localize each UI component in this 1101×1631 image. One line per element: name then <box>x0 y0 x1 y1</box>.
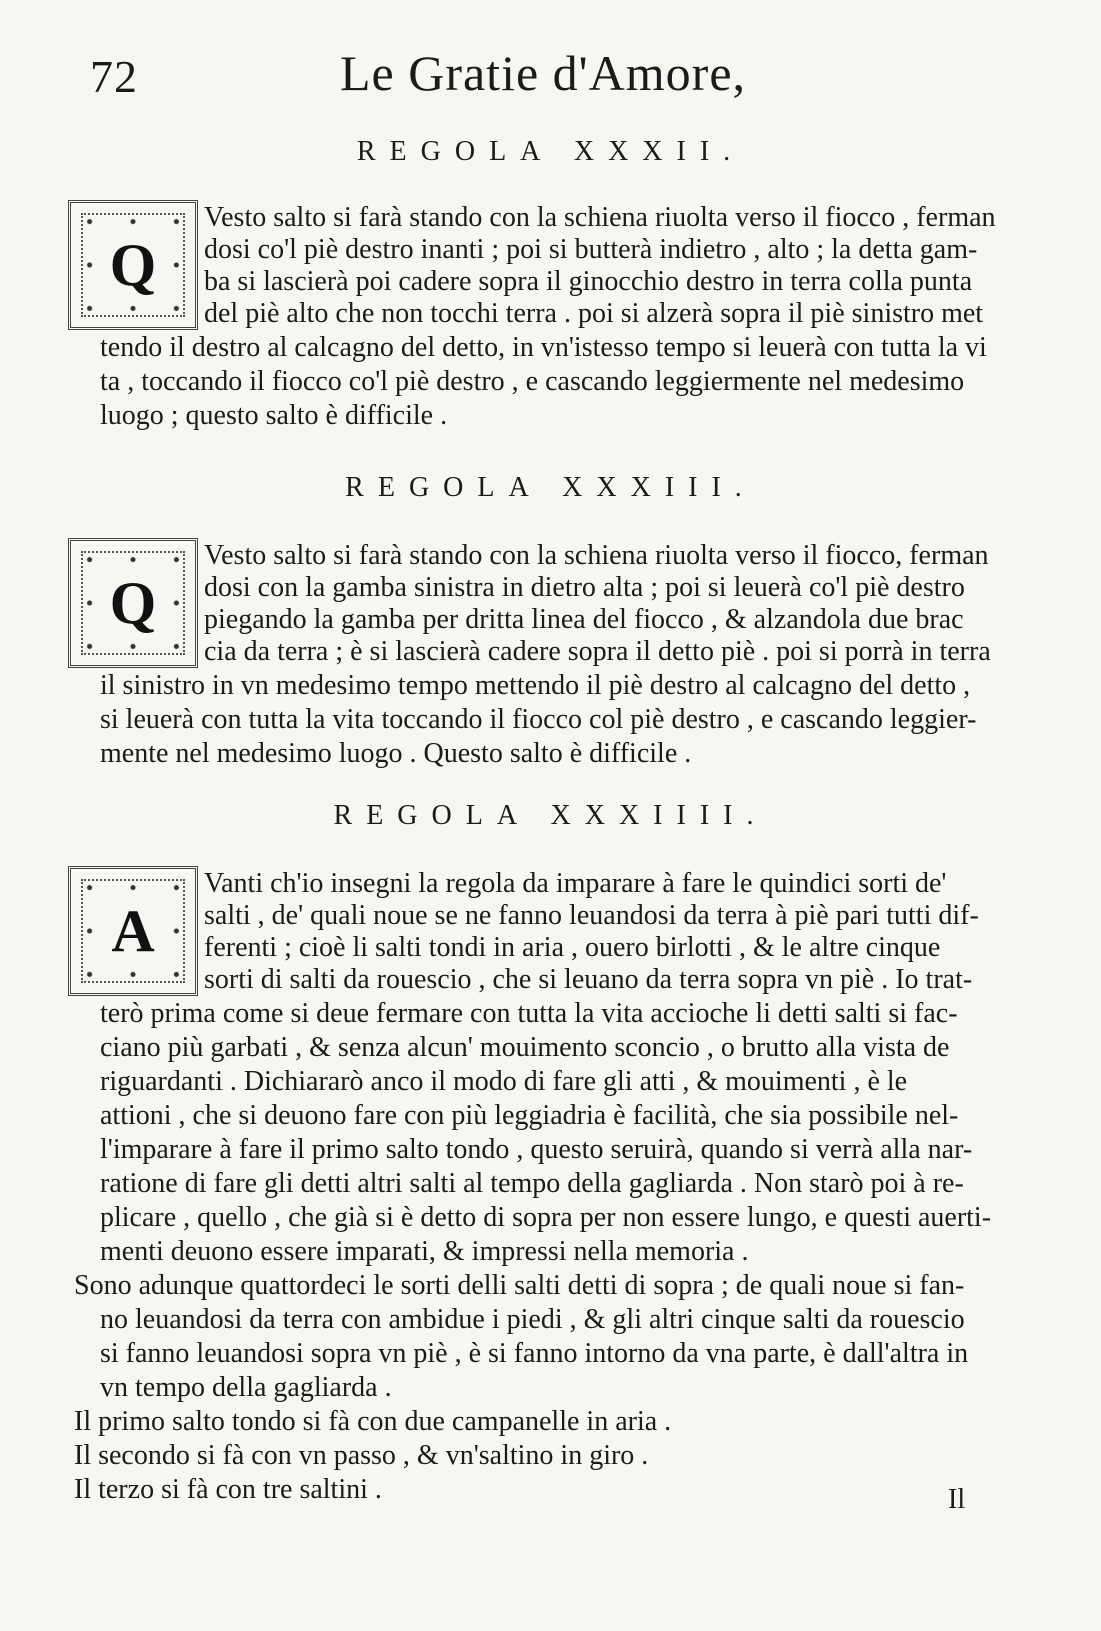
decorated-initial <box>68 866 198 996</box>
rule-heading: REGOLA XXXIIII. <box>333 800 768 831</box>
decorated-initial <box>68 200 198 330</box>
text-line: ferenti ; cioè li salti tondi in aria , ouero birlotti , & le altre cinque <box>204 932 941 963</box>
list-item: Il primo salto tondo si fà con due campanelle in aria . <box>74 1406 672 1437</box>
text-line: dosi co'l piè destro inanti ; poi si butterà indietro , alto ; la detta gam- <box>204 234 978 265</box>
text-line: no leuandosi da terra con ambidue i piedi , & gli altri cinque salti da rouescio <box>100 1304 965 1335</box>
rule-heading: REGOLA XXXIII. <box>345 472 756 503</box>
list-item: Il secondo si fà con vn passo , & vn'saltino in giro . <box>74 1440 649 1471</box>
text-line: Vesto salto si farà stando con la schiena riuolta verso il fiocco, ferman <box>204 540 989 571</box>
text-line: il sinistro in vn medesimo tempo mettendo il piè destro al calcagno del detto , <box>100 670 971 701</box>
text-line: mente nel medesimo luogo . Questo salto è difficile . <box>100 738 692 769</box>
text-line: Vanti ch'io insegni la regola da imparare à fare le quindici sorti de' <box>204 868 947 899</box>
text-line: dosi con la gamba sinistra in dietro alta ; poi si leuerà co'l piè destro <box>204 572 965 603</box>
text-line: sorti di salti da rouescio , che si leuano da terra sopra vn piè . Io trat- <box>204 964 973 995</box>
text-line: plicare , quello , che già si è detto di sopra per non essere lungo, e questi auerti- <box>100 1202 992 1233</box>
text-line: riguardanti . Dichiararò anco il modo di fare gli atti , & mouimenti , è le <box>100 1066 908 1097</box>
text-line: piegando la gamba per dritta linea del fiocco , & alzandola due brac <box>204 604 964 635</box>
text-line: ta , toccando il fiocco co'l piè destro , e cascando leggiermente nel medesimo <box>100 366 965 397</box>
text-line: Vesto salto si farà stando con la schiena riuolta verso il fiocco , ferman <box>204 202 996 233</box>
text-line: si fanno leuandosi sopra vn piè , è si fanno intorno da vna parte, è dall'altra in <box>100 1338 969 1369</box>
text-line: attioni , che si deuono fare con più leggiadria è facilità, che sia possibile nel- <box>100 1100 959 1131</box>
text-line: l'imparare à fare il primo salto tondo , questo seruirà, quando si verrà alla nar- <box>100 1134 973 1165</box>
catchword: Il <box>948 1484 966 1515</box>
page-number: 72 <box>90 51 138 102</box>
text-line: ba si lascierà poi cadere sopra il ginocchio destro in terra colla punta <box>204 266 973 297</box>
running-title: Le Gratie d'Amore, <box>340 45 747 101</box>
text-line: menti deuono essere imparati, & impressi nella memoria . <box>100 1236 749 1267</box>
initial-letter: Q <box>109 569 157 636</box>
decorated-initial <box>68 538 198 668</box>
text-line: salti , de' quali noue se ne fanno leuandosi da terra à piè pari tutti dif- <box>204 900 979 931</box>
list-item: Il terzo si fà con tre saltini . <box>74 1474 382 1505</box>
text-line: tendo il destro al calcagno del detto, in vn'istesso tempo si leuerà con tutta la vi <box>100 332 987 363</box>
page-header <box>0 40 1101 110</box>
text-line: vn tempo della gagliarda . <box>100 1372 392 1403</box>
text-line: si leuerà con tutta la vita toccando il fiocco col piè destro , e cascando leggier- <box>100 704 977 735</box>
text-line: luogo ; questo salto è difficile . <box>100 400 448 431</box>
rule-heading: REGOLA XXXII. <box>356 136 745 167</box>
text-line: ratione di fare gli detti altri salti al tempo della gagliarda . Non starò poi à re- <box>100 1168 964 1199</box>
text-line: terò prima come si deue fermare con tutta la vita accioche li detti salti si fac- <box>100 998 958 1029</box>
text-line: ciano più garbati , & senza alcun' mouimento sconcio , o brutto alla vista de <box>100 1032 950 1063</box>
initial-letter: Q <box>109 231 157 298</box>
text-line: del piè alto che non tocchi terra . poi si alzerà sopra il piè sinistro met <box>204 298 984 329</box>
initial-letter: A <box>111 897 155 964</box>
text-line: cia da terra ; è si lascierà cadere sopra il detto piè . poi si porrà in terra <box>204 636 991 667</box>
text-line: Sono adunque quattordeci le sorti delli salti detti di sopra ; de quali noue si fan- <box>74 1270 965 1301</box>
